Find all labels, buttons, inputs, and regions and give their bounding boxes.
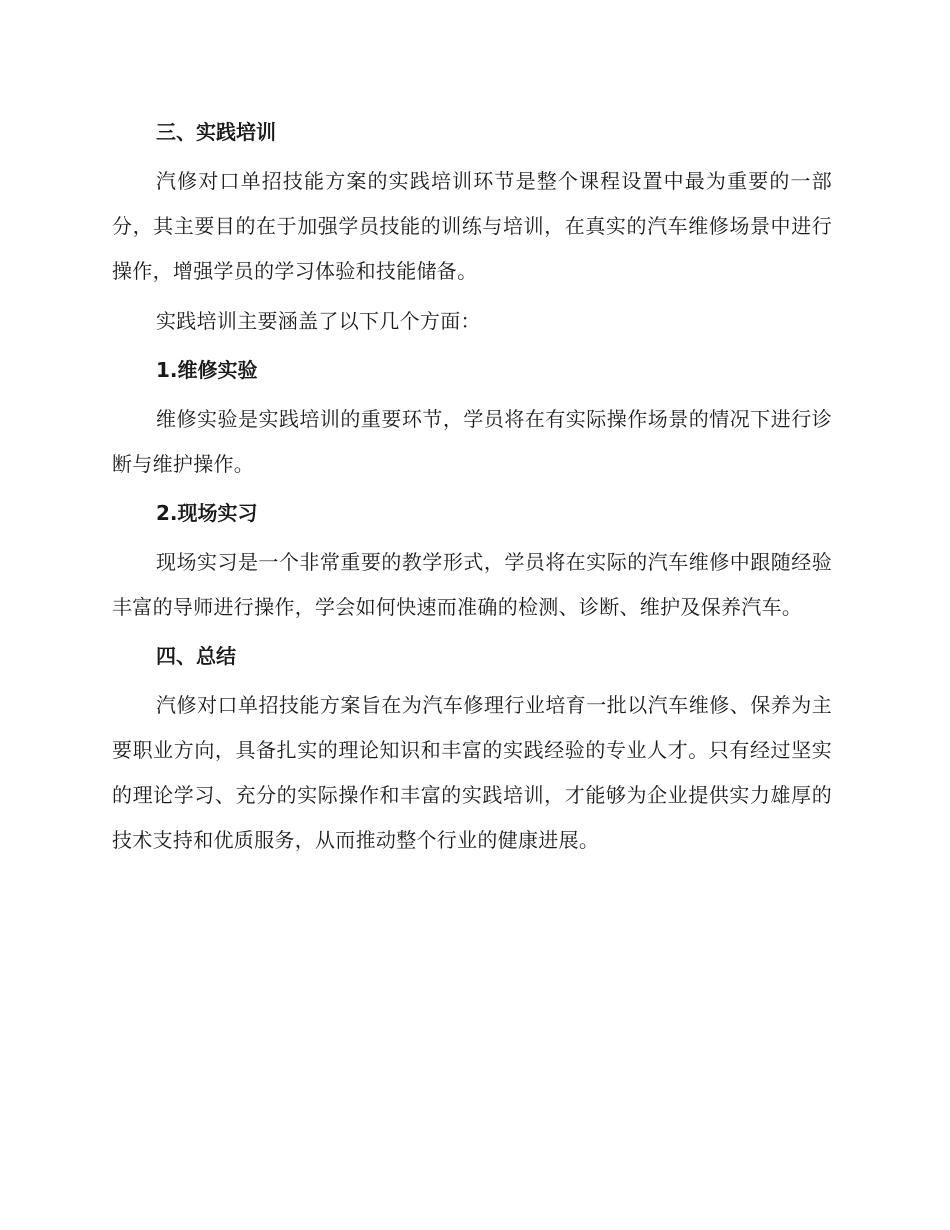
subheading-repair-experiment: 1.维修实验 bbox=[156, 358, 258, 382]
paragraph-practice-intro: 汽修对口单招技能方案的实践培训环节是整个课程设置中最为重要的一部分，其主要目的在于加强学员技能的训练与培训，在真实的汽车维修场景中进行操作，增强学员的学习体验和技能储备。 bbox=[112, 169, 832, 283]
document-page bbox=[112, 110, 832, 863]
paragraph-repair-experiment: 维修实验是实践培训的重要环节，学员将在有实际操作场景的情况下进行诊断与维护操作。 bbox=[112, 407, 832, 476]
section-heading-practice: 三、实践培训 bbox=[156, 120, 276, 144]
paragraph-field-internship: 现场实习是一个非常重要的教学形式，学员将在实际的汽车维修中跟随经验丰富的导师进行操作，学会如何快速而准确的检测、诊断、维护及保养汽车。 bbox=[112, 550, 832, 619]
paragraph-practice-lead: 实践培训主要涵盖了以下几个方面： bbox=[156, 309, 481, 333]
paragraph-summary: 汽修对口单招技能方案旨在为汽车修理行业培育一批以汽车维修、保养为主要职业方向，具备扎实的理论知识和丰富的实践经验的专业人才。只有经过坚实的理论学习、充分的实际操作和丰富的实践培训，才能够为企业提供实力雄厚的技术支持和优质服务，从而推动整个行业的健康进展。 bbox=[112, 693, 832, 852]
section-heading-summary: 四、总结 bbox=[156, 644, 236, 668]
subheading-field-internship: 2.现场实习 bbox=[156, 501, 258, 525]
